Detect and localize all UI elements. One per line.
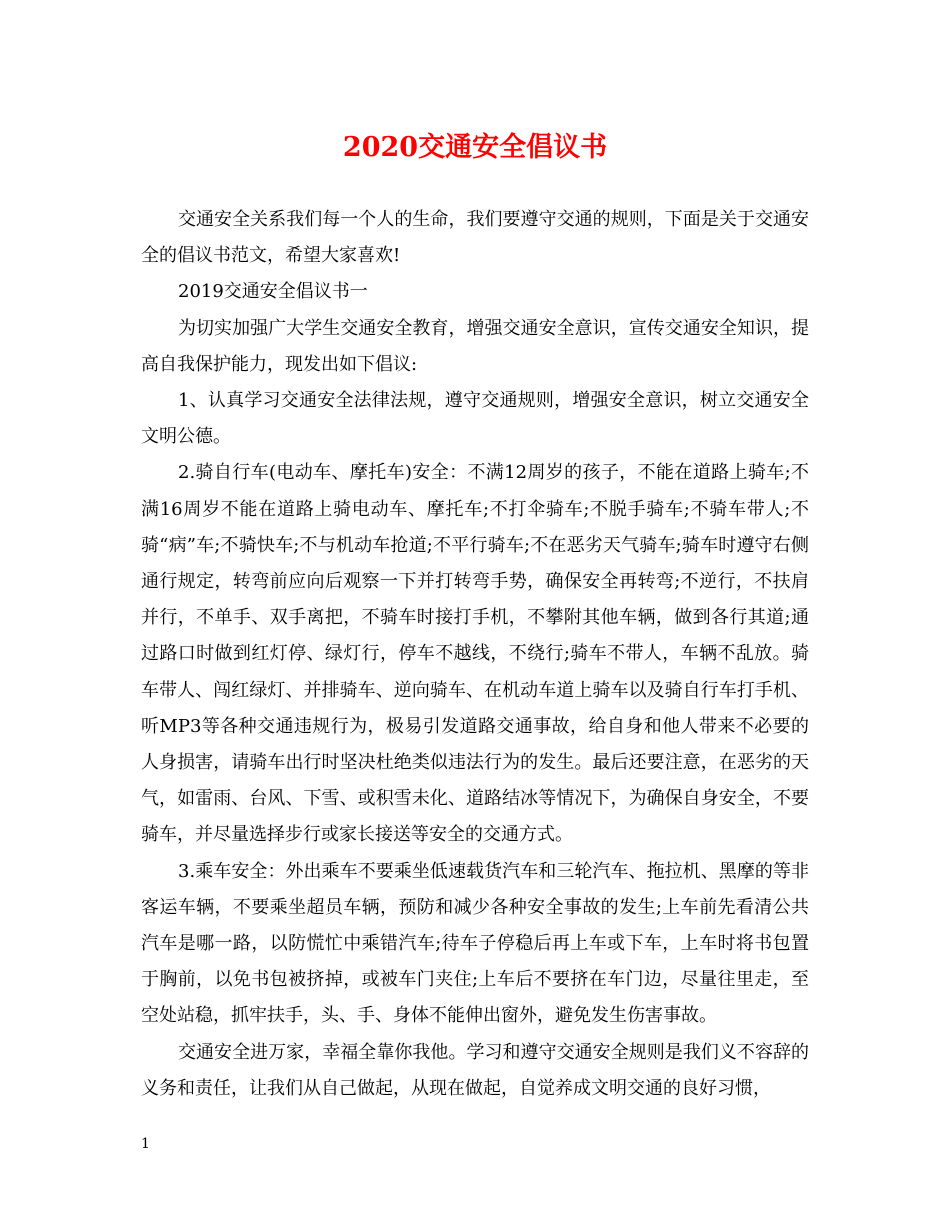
- intro-paragraph: 交通安全关系我们每一个人的生命，我们要遵守交通的规则，下面是关于交通安全的倡议书范文，希望大家喜欢!: [141, 209, 809, 267]
- preamble-paragraph: 为切实加强广大学生交通安全教育，增强交通安全意识，宣传交通安全知识，提高自我保护能力，现发出如下倡议:: [141, 317, 809, 375]
- section-heading: 2019交通安全倡议书一: [178, 281, 368, 303]
- page-number: 1: [141, 1136, 150, 1152]
- closing-paragraph: 交通安全进万家，幸福全靠你我他。学习和遵守交通安全规则是我们义不容辞的义务和责任，让我们从自己做起，从现在做起，自觉养成文明交通的良好习惯，: [141, 1041, 809, 1099]
- item-2-paragraph: 2.骑自行车(电动车、摩托车)安全：不满12周岁的孩子，不能在道路上骑车;不满16周岁不能在道路上骑电动车、摩托车;不打伞骑车;不脱手骑车;不骑车带人;不骑“病”车;不骑快车;不与机动车抢道;不平行骑车;不在恶劣天气骑车;骑车时遵守右侧通行规定，转弯前应向后观察一下并打转弯手势，确保安全再转弯;不逆行，不扶肩并行，不单手、双手离把，不骑车时接打手机，不攀附其他车辆，做到各行其道;通过路口时做到红灯停、绿灯行，停车不越线，不绕行;骑车不带人，车辆不乱放。骑车带人、闯红绿灯、并排骑车、逆向骑车、在机动车道上骑车以及骑自行车打手机、听MP3等各种交通违规行为，极易引发道路交通事故，给自身和他人带来不必要的人身损害，请骑车出行时坚决杜绝类似违法行为的发生。最后还要注意，在恶劣的天气，如雷雨、台风、下雪、或积雪未化、道路结冰等情况下，为确保自身安全，不要骑车，并尽量选择步行或家长接送等安全的交通方式。: [141, 462, 809, 846]
- item-1-paragraph: 1、认真学习交通安全法律法规，遵守交通规则，增强安全意识，树立交通安全文明公德。: [141, 390, 809, 448]
- item-3-paragraph: 3.乘车安全：外出乘车不要乘坐低速载货汽车和三轮汽车、拖拉机、黑摩的等非客运车辆，不要乘坐超员车辆，预防和减少各种安全事故的发生;上车前先看清公共汽车是哪一路，以防慌忙中乘错汽车;待车子停稳后再上车或下车，上车时将书包置于胸前，以免书包被挤掉，或被车门夹住;上车后不要挤在车门边，尽量往里走，至空处站稳，抓牢扶手，头、手、身体不能伸出窗外，避免发生伤害事故。: [141, 860, 809, 1027]
- document-title: 2020交通安全倡议书: [342, 132, 608, 163]
- document-body: [141, 202, 809, 1107]
